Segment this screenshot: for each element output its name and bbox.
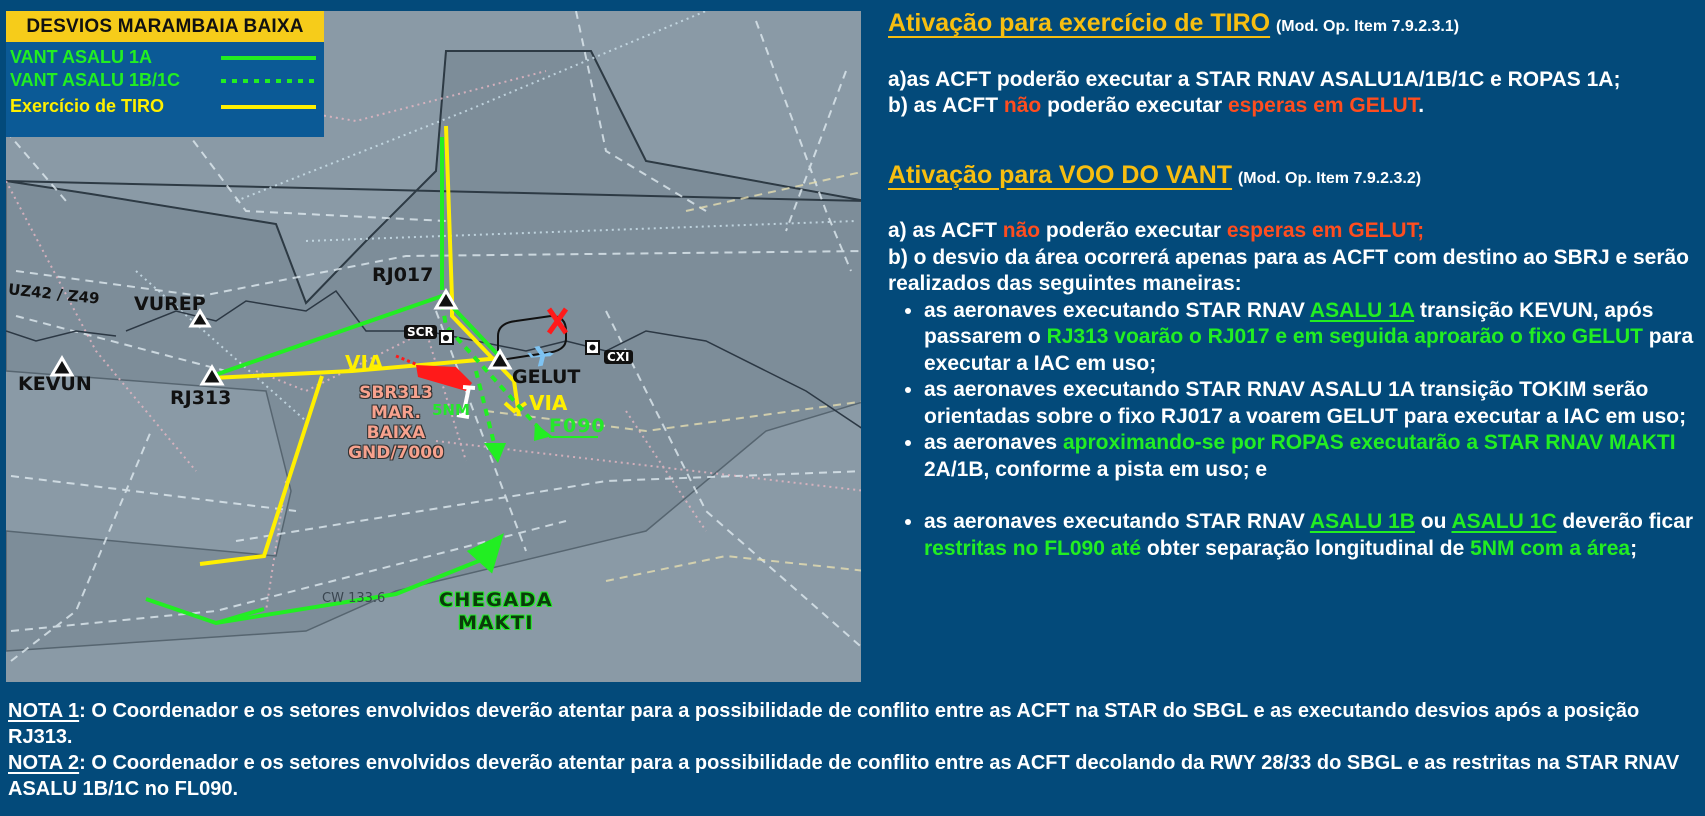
map-legend — [6, 11, 324, 137]
legend-solid-green-line — [221, 56, 316, 60]
fix-rj313-label: RJ313 — [170, 387, 232, 409]
aerodrome-cxi-label: CXI — [604, 350, 633, 364]
note-2: NOTA 2: O Coordenador e os setores envolvidos deverão atentar para a possibilidade de conflito entre as ACFT decolando da RWY 28/33 do SBGL e as restritas na STAR RNAV ASALU 1B/1C no FL090. — [8, 752, 1680, 800]
restricted-area-label: SBR313 MAR. BAIXA GND/7000 — [348, 383, 444, 463]
aerodrome-scr-label: SCR — [404, 325, 437, 339]
distance-5nm-label: 5NM — [432, 401, 470, 419]
legend-solid-yellow-line — [221, 105, 316, 109]
via-label-west: VIA — [345, 351, 384, 375]
fl-f090-label: F090 — [549, 415, 606, 437]
fix-vurep-label: VUREP — [134, 293, 206, 315]
airway-label: UZ42 / Z49 — [7, 280, 101, 308]
section-vant-item-a: a) as ACFT não poderão executar esperas em GELUT; — [888, 219, 1425, 242]
instructions-panel — [888, 8, 1698, 562]
vant-bullet-list — [888, 298, 1698, 563]
section-vant-heading: Ativação para VOO DO VANT (Mod. Op. Item 7.9.2.3.2) — [888, 160, 1422, 189]
legend-item-vant-1b1c: VANT ASALU 1B/1C — [10, 70, 181, 90]
section-vant-item-b: b) o desvio da área ocorrerá apenas para as ACFT com destino ao SBRJ e serão realizados das seguintes maneiras: — [888, 245, 1690, 295]
legend-item-vant-1a: VANT ASALU 1A — [10, 47, 153, 67]
list-item: • as aeronaves executando STAR RNAV ASALU 1B ou ASALU 1C deverão ficar restritas no FL090 até obter separação longitudinal de 5NM com a área; — [924, 509, 1698, 562]
notes-section — [8, 698, 1698, 802]
arrival-makti-label: CHEGADA MAKTI — [438, 589, 554, 634]
legend-title: DESVIOS MARAMBAIA BAIXA — [6, 11, 324, 42]
list-item: • as aeronaves executando STAR RNAV ASALU 1A transição KEVUN, após passarem o RJ313 voarão o RJ017 e em seguida aproarão o fixo GELUT para executar a IAC em uso; — [924, 298, 1698, 378]
fix-rj017-label: RJ017 — [372, 264, 434, 286]
via-label-east: VIA — [529, 391, 568, 415]
frequency-label: CW 133.6 — [322, 591, 386, 606]
legend-dashed-green-line — [221, 79, 316, 83]
chart-map — [6, 11, 861, 682]
list-item: • as aeronaves aproximando-se por ROPAS executarão a STAR RNAV MAKTI 2A/1B, conforme a pista em uso; e — [924, 430, 1698, 483]
section-tiro-item-b: b) as ACFT não poderão executar esperas em GELUT. — [888, 94, 1425, 117]
section-tiro-heading: Ativação para exercício de TIRO (Mod. Op. Item 7.9.2.3.1) — [888, 9, 1460, 37]
fix-gelut-label: GELUT — [512, 366, 581, 388]
fix-kevun-label: KEVUN — [18, 373, 92, 395]
note-1: NOTA 1: O Coordenador e os setores envolvidos deverão atentar para a possibilidade de conflito entre as ACFT na STAR do SBGL e as executando desvios após a posição RJ313. — [8, 700, 1640, 748]
legend-item-tiro: Exercício de TIRO — [10, 96, 165, 116]
section-tiro-item-a: a)as ACFT poderão executar a STAR RNAV ASALU1A/1B/1C e ROPAS 1A; — [888, 67, 1621, 91]
list-item: • as aeronaves executando STAR RNAV ASALU 1A transição TOKIM serão orientadas sobre o fixo RJ017 a voarem GELUT para executar a IAC em uso; — [924, 377, 1698, 430]
